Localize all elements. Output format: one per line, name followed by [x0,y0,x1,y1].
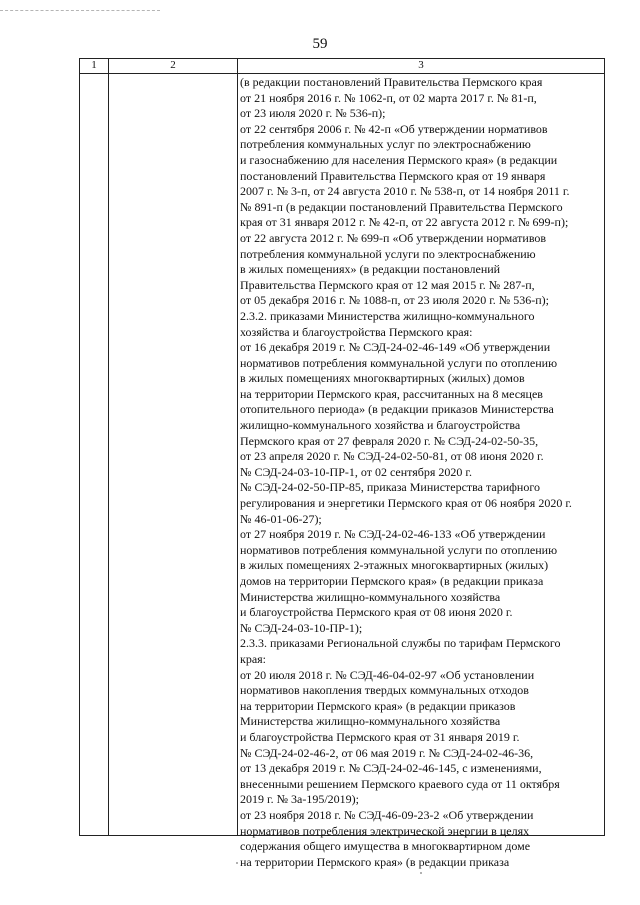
text-line: потребления коммунальных услуг по электроснабжению [240,137,531,152]
text-line: на территории Пермского края» (в редакции приказов [240,698,516,713]
column-divider-1 [108,59,109,835]
column-header-1: 1 [91,59,97,71]
text-line: нормативов потребления электрической энергии в целях [240,823,530,838]
text-line: внесенными решением Пермского краевого суда от 11 октября [240,776,560,791]
text-line: отопительного периода» (в редакции приказов Министерства [240,402,554,417]
text-line: в жилых помещениях многоквартирных (жилых) домов [240,371,525,386]
text-line: края от 31 января 2012 г. № 42-п, от 22 августа 2012 г. № 699-п); [240,215,569,230]
text-line: в жилых помещениях 2-этажных многоквартирных (жилых) [240,558,549,573]
text-line: регулирования и энергетики Пермского края от 06 ноября 2020 г. [240,496,572,511]
text-line: на территории Пермского края, рассчитанных на 8 месяцев [240,386,543,401]
text-line: № СЭД-24-03-10-ПР-1, от 02 сентября 2020 г. [240,464,472,479]
text-line: постановлений Правительства Пермского края от 19 января [240,168,546,183]
text-line: домов на территории Пермского края» (в редакции приказа [240,574,544,588]
text-line: № СЭД-24-02-50-ПР-85, приказа Министерства тарифного [240,480,540,495]
text-line: хозяйства и благоустройства Пермского края: [240,324,473,339]
column-3-cell-text [240,75,606,870]
text-line: на территории Пермского края» (в редакции приказа [240,854,510,869]
text-line: жилищно-коммунального хозяйства и благоустройства [240,418,521,433]
column-divider-2 [237,59,238,835]
table-header-row [80,59,604,74]
text-line: (в редакции постановлений Правительства Пермского края [240,75,543,89]
text-line: от 23 июля 2020 г. № 536-п); [240,106,386,121]
text-line: содержания общего имущества в многоквартирном доме [240,839,531,854]
text-line: нормативов накопления твердых коммунальных отходов [240,683,529,698]
text-line: от 16 декабря 2019 г. № СЭД-24-02-46-149 «Об утверждении [240,340,551,355]
text-line: от 22 сентября 2006 г. № 42-п «Об утверждении нормативов [240,121,548,136]
text-line: от 23 апреля 2020 г. № СЭД-24-02-50-81, от 08 июня 2020 г. [240,449,544,464]
text-line: № 46-01-06-27); [240,511,322,526]
text-line: № СЭД-24-03-10-ПР-1); [240,620,363,635]
text-line: потребления коммунальной услуги по электроснабжению [240,246,536,261]
text-line: и благоустройства Пермского края от 08 июня 2020 г. [240,605,513,620]
text-line: Министерства жилищно-коммунального хозяйства [240,714,501,729]
column-header-3: 3 [418,59,424,71]
text-line: № СЭД-24-02-46-2, от 06 мая 2019 г. № СЭД-24-02-46-36, [240,745,534,760]
text-line: 2019 г. № 3а-195/2019); [240,792,360,807]
text-line: нормативов потребления коммунальной услуги по отоплению [240,542,558,557]
text-line: от 22 августа 2012 г. № 699-п «Об утверждении нормативов [240,230,547,245]
text-line: от 05 декабря 2016 г. № 1088-п, от 23 июля 2020 г. № 536-п); [240,293,549,308]
text-line: от 21 ноября 2016 г. № 1062-п, от 02 марта 2017 г. № 81-п, [240,90,537,105]
text-line: нормативов потребления коммунальной услуги по отоплению [240,355,558,370]
scan-speck [420,872,422,874]
page-number: 59 [312,36,328,52]
text-line: от 23 ноября 2018 г. № СЭД-46-09-23-2 «Об утверждении [240,807,534,822]
text-line: Пермского края от 27 февраля 2020 г. № СЭД-24-02-50-35, [240,433,539,448]
text-line: в жилых помещениях» (в редакции постановлений [240,262,501,277]
text-line: 2007 г. № 3-п, от 24 августа 2010 г. № 538-п, от 14 ноября 2011 г. [240,184,570,199]
text-line: и газоснабжению для населения Пермского края» (в редакции [240,152,558,167]
text-line: от 20 июля 2018 г. № СЭД-46-04-02-97 «Об установлении [240,667,535,682]
text-line: Правительства Пермского края от 12 мая 2015 г. № 287-п, [240,277,535,292]
regulations-table [79,58,605,869]
text-line: № 891-п (в редакции постановлений Правительства Пермского [240,199,563,214]
column-header-2: 2 [170,59,176,71]
text-line: 2.3.2. приказами Министерства жилищно-коммунального [240,308,535,323]
text-line: 2.3.3. приказами Региональной службы по тарифам Пермского [240,636,561,651]
text-line: края: [240,651,267,666]
text-line: от 27 ноября 2019 г. № СЭД-24-02-46-133 «Об утверждении [240,527,546,542]
text-line: и благоустройства Пермского края от 31 января 2019 г. [240,729,520,744]
text-line: от 13 декабря 2019 г. № СЭД-24-02-46-145, с изменениями, [240,761,542,776]
text-line: Министерства жилищно-коммунального хозяйства [240,589,501,604]
scan-speck [236,862,238,864]
scan-top-edge-line [0,10,160,11]
